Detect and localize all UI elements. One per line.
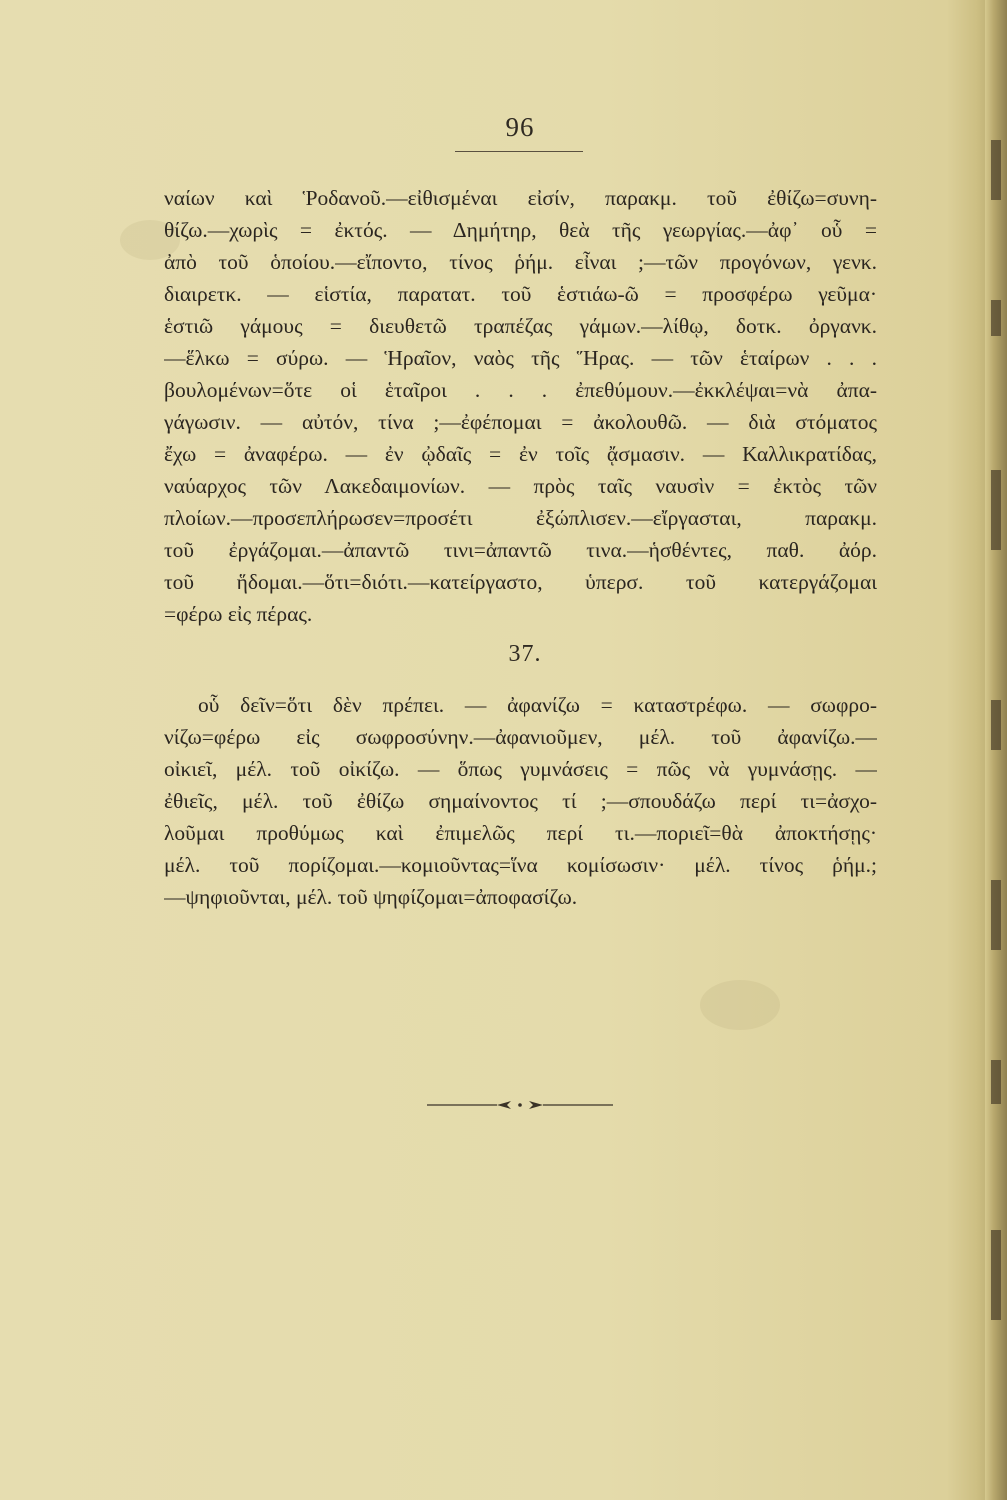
spine-mark (991, 880, 1001, 950)
text-line: τοῦ ἥδομαι.—ὅτι=διότι.—κατείργαστο, ὑπερσ. τοῦ κατεργάζομαι (164, 570, 877, 594)
text-line: πλοίων.—προσεπλήρωσεν=προσέτι ἐξώπλισεν.—εἴργασται, παρακμ. (164, 506, 877, 530)
text-line: ἀπὸ τοῦ ὁποίου.—εἴποντο, τίνος ῥήμ. εἶναι ;—τῶν προγόνων, γενκ. (164, 250, 877, 274)
text-line: —ψηφιοῦνται, μέλ. τοῦ ψηφίζομαι=ἀποφασίζω. (164, 885, 578, 909)
paper-stain (700, 980, 780, 1030)
text-line: λοῦμαι προθύμως καὶ ἐπιμελῶς περί τι.—ποριεῖ=θὰ ἀποκτήσῃς· (164, 821, 877, 845)
spine-mark (991, 1060, 1001, 1104)
text-line: ἔχω = ἀναφέρω. — ἐν ᾠδαῖς = ἐν τοῖς ᾄσμασιν. — Καλλικρατίδας, (164, 442, 877, 466)
text-line: οἰκιεῖ, μέλ. τοῦ οἰκίζω. — ὅπως γυμνάσεις = πῶς νὰ γυμνάσῃς. — (164, 757, 877, 781)
text-line: οὗ δεῖν=ὅτι δὲν πρέπει. — ἀφανίζω = καταστρέφω. — σωφρο- (198, 693, 877, 717)
text-line: ναύαρχος τῶν Λακεδαιμονίων. — πρὸς ταῖς ναυσὶν = ἐκτὸς τῶν (164, 474, 877, 498)
text-line: μέλ. τοῦ πορίζομαι.—κομιοῦντας=ἵνα κομίσωσιν· μέλ. τίνος ῥήμ.; (164, 853, 877, 877)
text-line: τοῦ ἐργάζομαι.—ἀπαντῶ τινι=ἀπαντῶ τινα.—ἡσθέντες, παθ. ἀόρ. (164, 538, 877, 562)
text-line: ναίων καὶ Ῥοδανοῦ.—εἰθισμέναι εἰσίν, παρακμ. τοῦ ἐθίζω=συνη- (164, 186, 877, 210)
spine-mark (991, 470, 1001, 550)
spine-mark (991, 700, 1001, 750)
text-line: θίζω.—χωρὶς = ἐκτός. — Δημήτηρ, θεὰ τῆς γεωργίας.—ἀφ᾽ οὗ = (164, 218, 877, 242)
text-line: διαιρετκ. — εἱστία, παρατατ. τοῦ ἑστιάω-ῶ = προσφέρω γεῦμα· (164, 282, 877, 306)
spine-mark (991, 300, 1001, 336)
spine-mark (991, 1230, 1001, 1320)
text-line: ἑστιῶ γάμους = διευθετῶ τραπέζας γάμων.—λίθῳ, δοτκ. ὀργανκ. (164, 314, 877, 338)
text-line: νίζω=φέρω εἰς σωφροσύνην.—ἀφανιοῦμεν, μέλ. τοῦ ἀφανίζω.— (164, 725, 877, 749)
text-line: βουλομένων=ὅτε οἱ ἑταῖροι . . . ἐπεθύμουν.—ἐκκλέψαι=νὰ ἀπα- (164, 378, 877, 402)
text-line: ἐθιεῖς, μέλ. τοῦ ἐθίζω σημαίνοντος τί ;—σπουδάζω περί τι=ἀσχο- (164, 789, 877, 813)
paragraph-section-37 (164, 689, 877, 913)
ornament-divider-icon (425, 1098, 615, 1112)
text-line: γάγωσιν. — αὐτόν, τίνα ;—ἐφέπομαι = ἀκολουθῶ. — διὰ στόματος (164, 410, 877, 434)
paragraph-continued (164, 182, 877, 630)
page-number: 96 (505, 112, 535, 142)
spine-mark (991, 140, 1001, 200)
text-line: —ἕλκω = σύρω. — Ἡραῖον, ναὸς τῆς Ἥρας. — τῶν ἑταίρων . . . (164, 346, 877, 370)
page-number-rule (455, 151, 583, 152)
text-line: =φέρω εἰς πέρας. (164, 602, 313, 626)
section-number: 37. (508, 641, 542, 667)
